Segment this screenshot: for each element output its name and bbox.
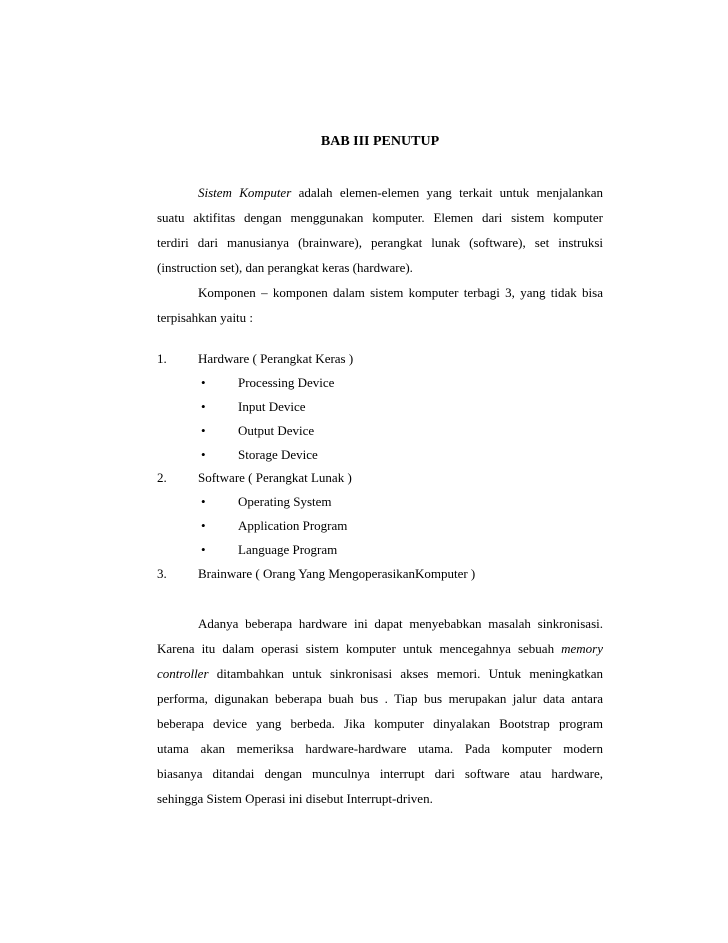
list-label: Hardware ( Perangkat Keras ) [198, 351, 354, 366]
page-title: BAB III PENUTUP [320, 134, 440, 149]
list-label: Software ( Perangkat Lunak ) [198, 470, 352, 485]
closing-line: performa, digunakan beberapa buah bus . Tiap bus merupakan jalur data antara [157, 691, 603, 706]
intro-line: (instruction set), dan perangkat keras (hardware). [157, 260, 413, 275]
bullet-label: Operating System [238, 494, 332, 509]
bullet-label: Output Device [238, 423, 315, 438]
bullet-label: Processing Device [238, 375, 335, 390]
bullet-icon: • [201, 375, 206, 390]
components-paragraph [157, 280, 603, 330]
closing-emphasis: memory [561, 641, 603, 656]
closing-paragraph [157, 611, 603, 811]
closing-line: controller ditambahkan untuk sinkronisasi akses memori. Untuk meningkatkan [157, 666, 603, 681]
closing-line: Adanya beberapa hardware ini dapat menyebabkan masalah sinkronisasi. [198, 616, 603, 631]
bullet-icon: • [201, 518, 206, 533]
bullet-label: Application Program [238, 518, 348, 533]
closing-line: Karena itu dalam operasi sistem komputer untuk mencegahnya sebuah memory [157, 641, 603, 656]
bullet-label: Input Device [238, 399, 306, 414]
intro-emphasis: Sistem Komputer [198, 185, 292, 200]
bullet-icon: • [201, 447, 206, 462]
bullet-label: Storage Device [238, 447, 318, 462]
closing-line: beberapa device yang berbeda. Jika komputer dinyalakan Bootstrap program [157, 716, 603, 731]
list-number: 2. [157, 470, 167, 485]
bullet-icon: • [201, 423, 206, 438]
intro-line: terdiri dari manusianya (brainware), perangkat lunak (software), set instruksi [157, 235, 603, 250]
intro-line: suatu aktifitas dengan menggunakan komputer. Elemen dari sistem komputer [157, 210, 603, 225]
list-number: 3. [157, 566, 167, 581]
components-line: Komponen – komponen dalam sistem komputer terbagi 3, yang tidak bisa [198, 285, 603, 300]
bullet-icon: • [201, 542, 206, 557]
closing-line: sehingga Sistem Operasi ini disebut Interrupt-driven. [157, 791, 433, 806]
bullet-label: Language Program [238, 542, 338, 557]
closing-emphasis: controller [157, 666, 209, 681]
intro-line: Sistem Komputer adalah elemen-elemen yang terkait untuk menjalankan [198, 185, 603, 200]
intro-paragraph [157, 180, 603, 280]
components-line: terpisahkan yaitu : [157, 310, 254, 325]
closing-line: utama akan memeriksa hardware-hardware utama. Pada komputer modern [157, 741, 603, 756]
list-label: Brainware ( Orang Yang MengoperasikanKomputer ) [198, 566, 476, 581]
closing-line: biasanya ditandai dengan munculnya interrupt dari software atau hardware, [157, 766, 603, 781]
list-number: 1. [157, 351, 167, 366]
bullet-icon: • [201, 399, 206, 414]
bullet-icon: • [201, 494, 206, 509]
